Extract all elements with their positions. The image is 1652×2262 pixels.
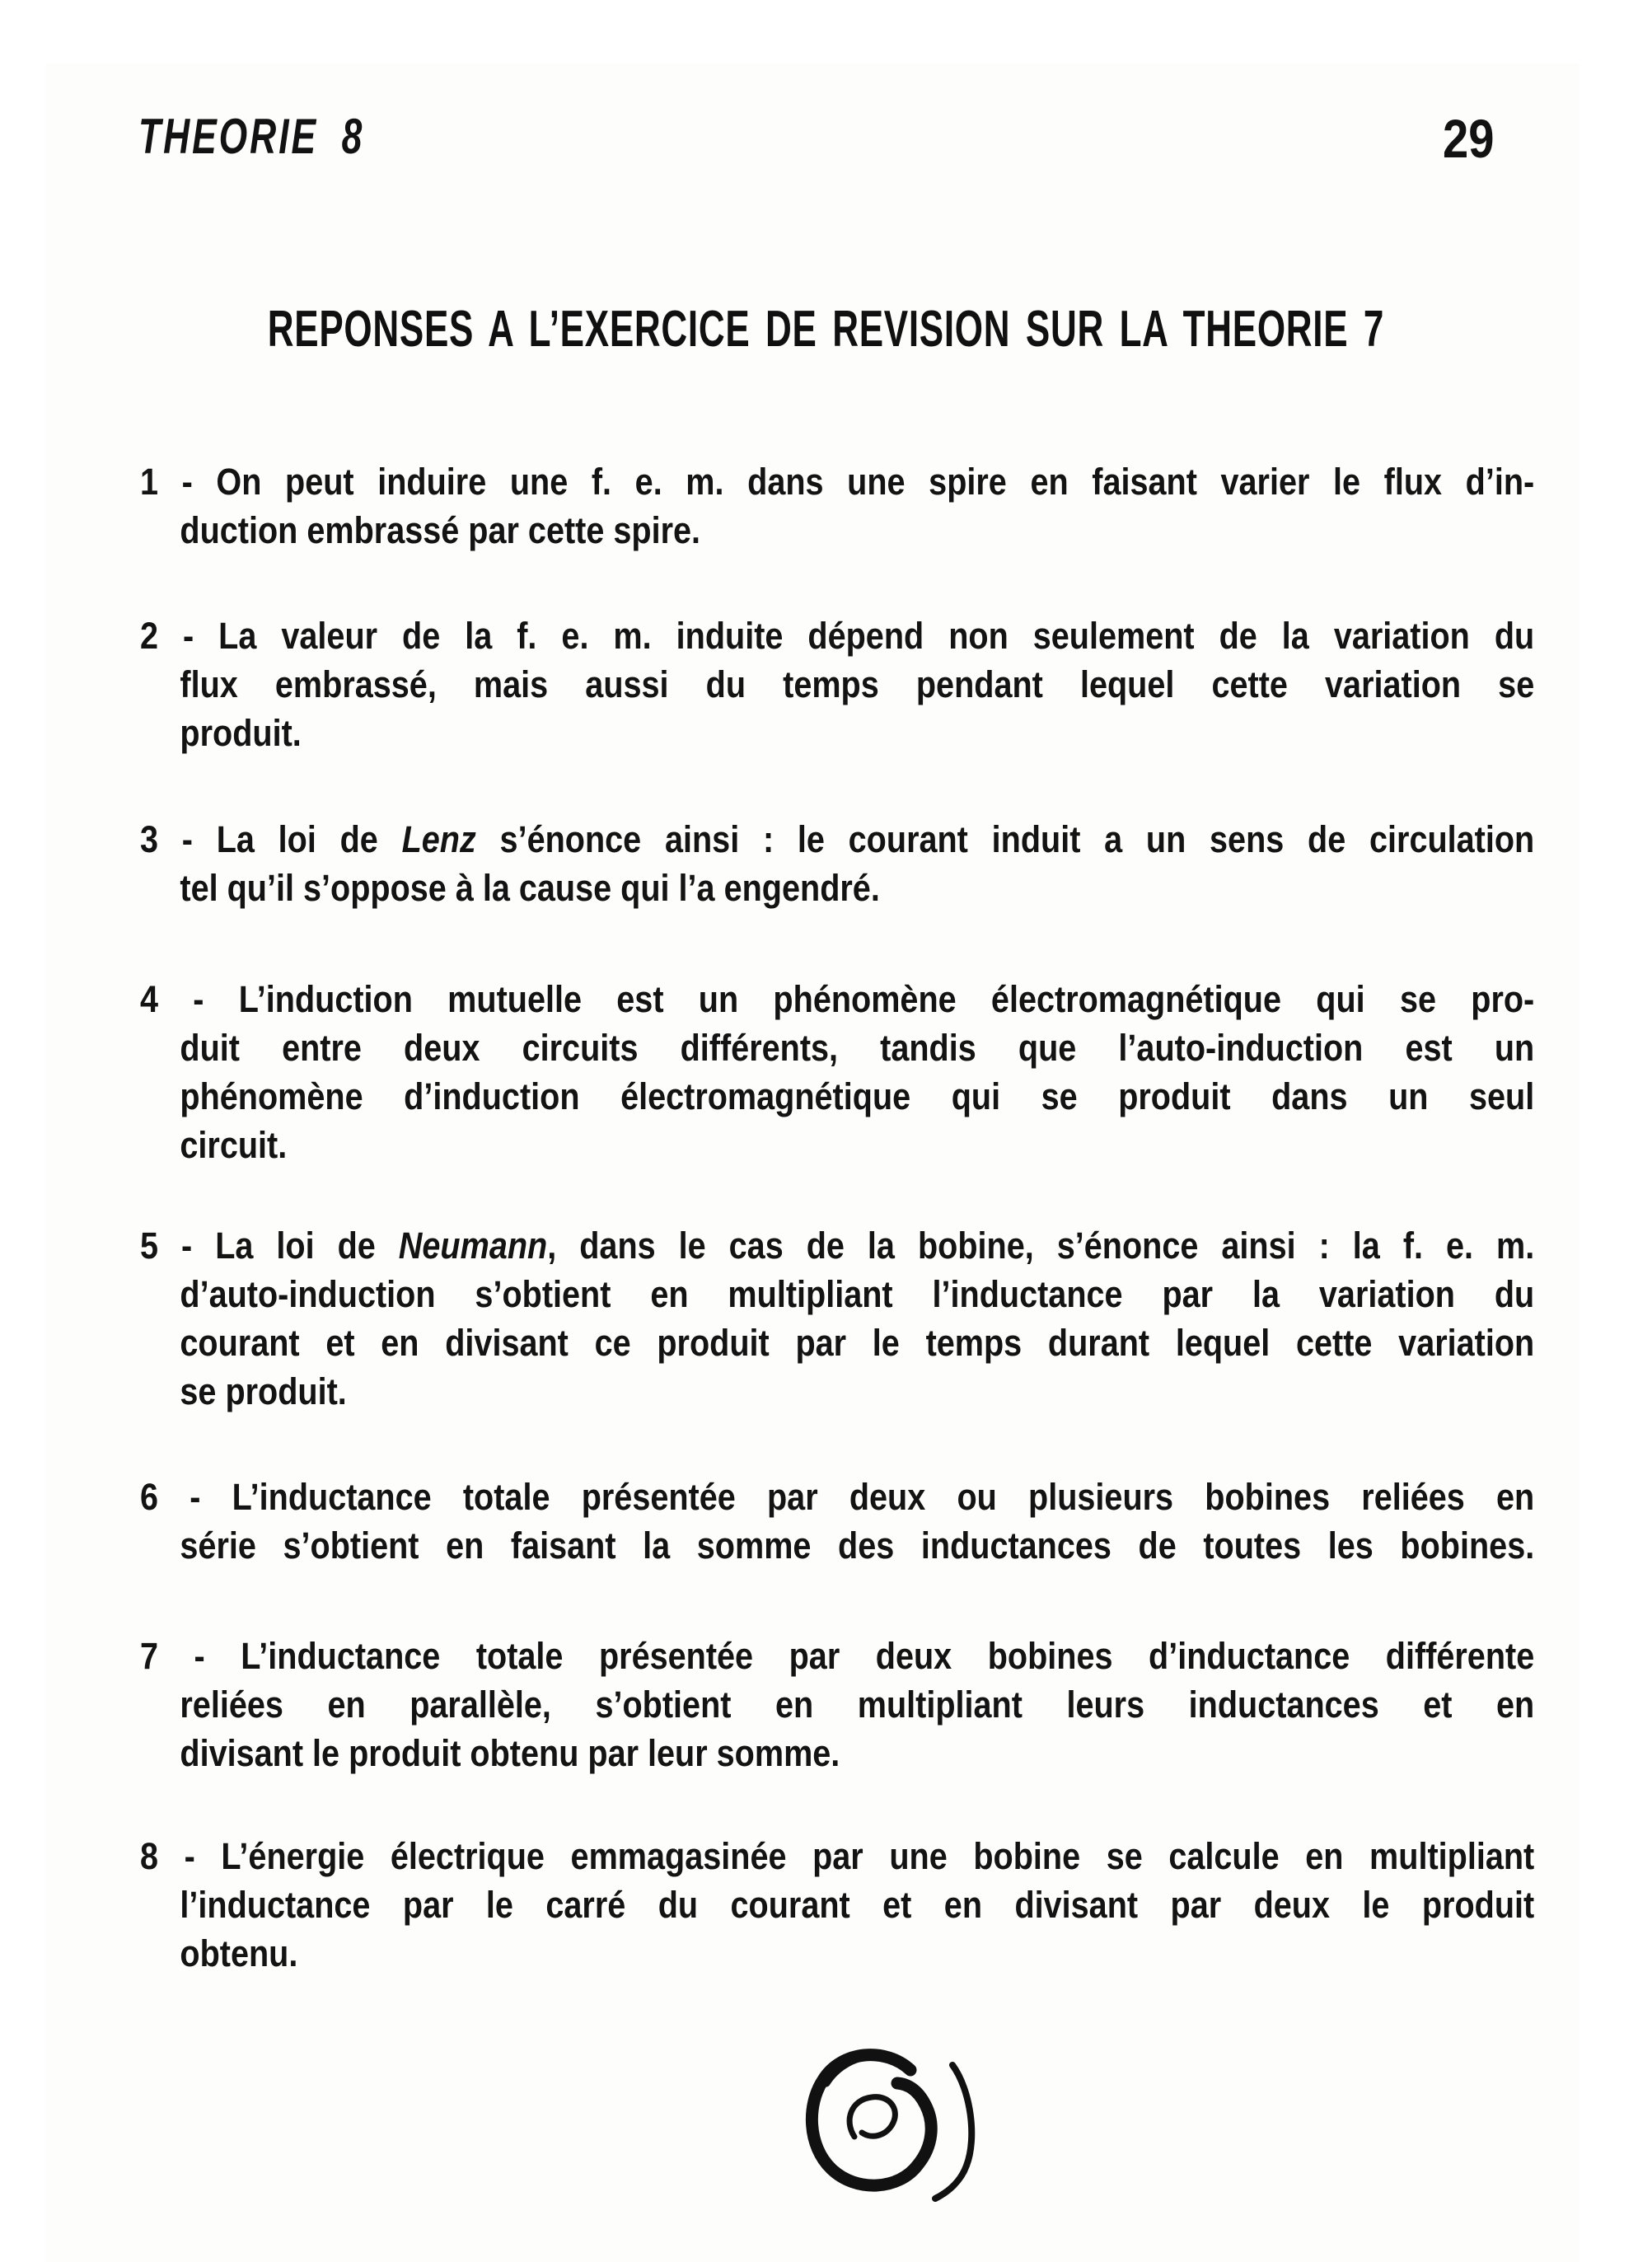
answer-line: tel qu’il s’oppose à la cause qui l’a engendré. (180, 867, 880, 909)
page-title: REPONSES A L’EXERCICE DE REVISION SUR LA THEORIE 7 (267, 301, 1385, 358)
spiral-icon (803, 2040, 978, 2202)
answer-line-numbered: 8 - L’énergie électrique emmagasinée par une bobine se calcule en multipliant (140, 1835, 1535, 1877)
page-number: 29 (1443, 108, 1495, 169)
answer-line: série s’obtient en faisant la somme des inductances de toutes les bobines. (180, 1524, 1535, 1567)
answer-line: flux embrassé, mais aussi du temps pendant lequel cette variation se (180, 663, 1535, 705)
answer-line: produit. (180, 712, 302, 754)
answer-line-numbered: 7 - L’inductance totale présentée par deux bobines d’inductance différente (140, 1635, 1535, 1677)
answer-line: se produit. (180, 1370, 347, 1412)
answer-item (140, 1632, 1534, 1777)
title-row (0, 301, 1652, 358)
answer-line: reliées en parallèle, s’obtient en multipliant leurs inductances et en (180, 1684, 1535, 1726)
answer-item (140, 457, 1534, 555)
answer-line: obtenu. (180, 1932, 298, 1974)
answer-line: d’auto-induction s’obtient en multipliant l’inductance par la variation du (180, 1273, 1535, 1315)
answer-item (140, 611, 1534, 757)
answer-line-numbered: 3 - La loi de Lenz s’énonce ainsi : le courant induit a un sens de circulation (140, 818, 1535, 860)
answer-line: divisant le produit obtenu par leur somme. (180, 1732, 840, 1774)
answer-line: duction embrassé par cette spire. (180, 509, 701, 551)
answer-line: courant et en divisant ce produit par le temps durant lequel cette variation (180, 1322, 1535, 1364)
answer-line-numbered: 6 - L’inductance totale présentée par deux ou plusieurs bobines reliées en (140, 1476, 1535, 1518)
answer-line: l’inductance par le carré du courant et en divisant par deux le produit (180, 1884, 1535, 1926)
answer-line-numbered: 4 - L’induction mutuelle est un phénomène électromagnétique qui se pro- (140, 978, 1535, 1020)
answer-line: phénomène d’induction électromagnétique qui se produit dans un seul (180, 1075, 1535, 1117)
answer-line-numbered: 5 - La loi de Neumann, dans le cas de la bobine, s’énonce ainsi : la f. e. m. (140, 1225, 1535, 1267)
answer-item (140, 1221, 1534, 1416)
answer-line: circuit. (180, 1124, 288, 1166)
answer-item (140, 815, 1534, 912)
answers-list (140, 457, 1534, 1978)
section-header: THEORIE 8 (138, 109, 365, 164)
answer-item (140, 975, 1534, 1169)
answer-line-numbered: 2 - La valeur de la f. e. m. induite dépend non seulement de la variation du (140, 615, 1535, 657)
answer-line: duit entre deux circuits différents, tandis que l’auto-induction est un (180, 1027, 1535, 1069)
answer-item (140, 1473, 1534, 1570)
answer-item (140, 1832, 1534, 1978)
answer-line-numbered: 1 - On peut induire une f. e. m. dans une spire en faisant varier le flux d’in- (140, 461, 1535, 503)
